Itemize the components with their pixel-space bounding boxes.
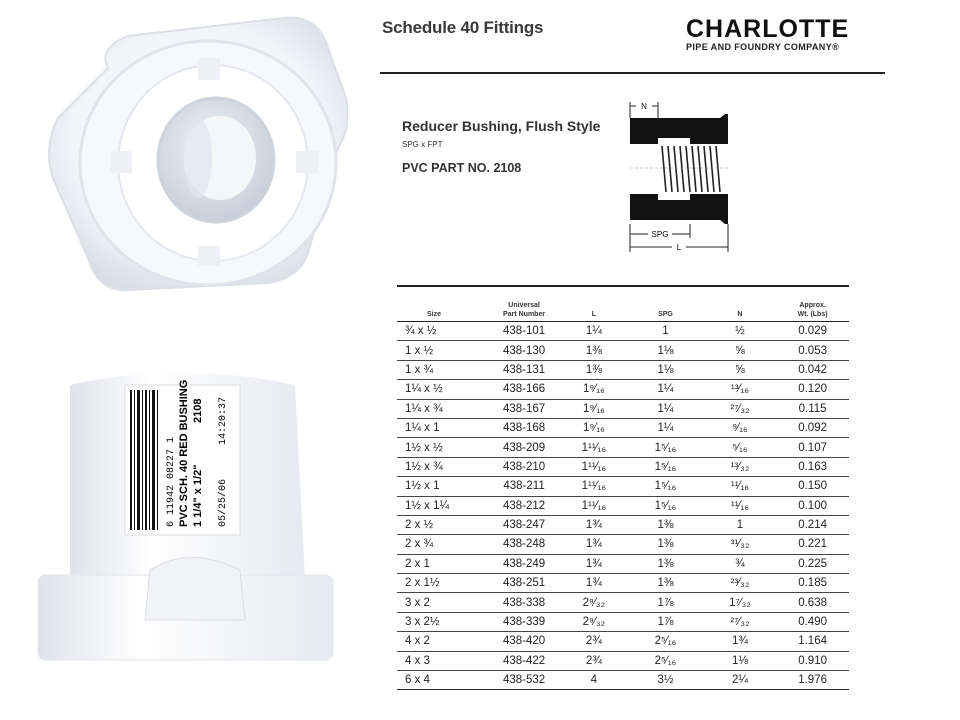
- cell-n: ⅝: [704, 341, 777, 360]
- table-row: [397, 322, 849, 341]
- cell-l: 2⁹⁄₃₂: [560, 612, 627, 631]
- barcode-number-text: 6 11942 08227 1: [166, 436, 177, 527]
- cell-spg: 1⁵⁄₁₆: [627, 438, 703, 457]
- cell-l: 1¹¹⁄₁₆: [560, 438, 627, 457]
- cell-n: 1: [704, 515, 777, 534]
- cell-n: 1¾: [704, 632, 777, 651]
- cell-size: 2 x 1½: [397, 574, 488, 593]
- cell-weight: 0.115: [776, 399, 849, 418]
- cell-spg: 2⁵⁄₁₆: [627, 651, 703, 670]
- cell-l: 1¾: [560, 515, 627, 534]
- cell-part-number: 438-339: [488, 612, 561, 631]
- cell-weight: 1.976: [776, 671, 849, 690]
- cell-weight: 1.164: [776, 632, 849, 651]
- label-size-text: 1 1/4" x 1/2": [192, 464, 204, 527]
- table-row: [397, 341, 849, 360]
- cell-spg: 1⅛: [627, 341, 703, 360]
- cell-weight: 0.053: [776, 341, 849, 360]
- cell-size: 3 x 2: [397, 593, 488, 612]
- cell-weight: 0.029: [776, 322, 849, 341]
- cell-weight: 0.221: [776, 535, 849, 554]
- cell-size: 1½ x 1¼: [397, 496, 488, 515]
- cell-spg: 1⅜: [627, 554, 703, 573]
- table-row: [397, 515, 849, 534]
- table-row: [397, 535, 849, 554]
- label-part-text: 2108: [192, 398, 204, 423]
- table-row: [397, 477, 849, 496]
- cell-size: 4 x 2: [397, 632, 488, 651]
- cell-size: 2 x 1: [397, 554, 488, 573]
- brand-subtitle: PIPE AND FOUNDRY COMPANY®: [686, 42, 840, 52]
- header-l: L: [560, 288, 627, 322]
- header-weight: Approx. Wt. (Lbs): [776, 288, 849, 322]
- cell-spg: 1¼: [627, 399, 703, 418]
- product-name: Reducer Bushing, Flush Style: [402, 118, 601, 134]
- cell-spg: 1⁵⁄₁₆: [627, 496, 703, 515]
- table-row: [397, 418, 849, 437]
- table-row: [397, 632, 849, 651]
- header-part-number: Universal Part Number: [488, 288, 561, 322]
- label-time-text: 14:20:37: [218, 396, 229, 445]
- cell-part-number: 438-422: [488, 651, 561, 670]
- product-part-number: PVC PART NO. 2108: [402, 161, 522, 175]
- cell-n: 1⅛: [704, 651, 777, 670]
- cell-size: 1½ x ¾: [397, 457, 488, 476]
- cell-l: 4: [560, 671, 627, 690]
- cell-n: ½: [704, 322, 777, 341]
- cell-part-number: 438-211: [488, 477, 561, 496]
- cell-size: 4 x 3: [397, 651, 488, 670]
- bushing-side-photo: [30, 365, 340, 710]
- cell-l: 1¹¹⁄₁₆: [560, 457, 627, 476]
- cell-l: 1¹¹⁄₁₆: [560, 477, 627, 496]
- product-connection: SPG x FPT: [402, 140, 443, 149]
- cell-part-number: 438-168: [488, 418, 561, 437]
- cell-spg: 1¼: [627, 418, 703, 437]
- diagram-label-spg: SPG: [651, 230, 669, 239]
- catalog-title: Schedule 40 Fittings: [382, 18, 544, 37]
- cell-spg: 1⅜: [627, 574, 703, 593]
- cell-l: 2¾: [560, 651, 627, 670]
- bushing-face-photo: [38, 8, 348, 293]
- cell-n: ¹³⁄₁₆: [704, 380, 777, 399]
- cell-l: 1¾: [560, 535, 627, 554]
- cell-weight: 0.638: [776, 593, 849, 612]
- brand-logo: [686, 16, 886, 52]
- cell-size: 1¼ x 1: [397, 418, 488, 437]
- table-row: [397, 360, 849, 379]
- cell-size: 2 x ½: [397, 515, 488, 534]
- cell-l: 1¼: [560, 322, 627, 341]
- header-spg: SPG: [627, 288, 703, 322]
- cell-n: ⁵⁄₁₆: [704, 438, 777, 457]
- cell-spg: 2⁵⁄₁₆: [627, 632, 703, 651]
- cell-spg: 1⅜: [627, 535, 703, 554]
- bushing-cross-section-diagram: [620, 96, 740, 256]
- cell-n: ¹¹⁄₁₆: [704, 477, 777, 496]
- cell-part-number: 438-166: [488, 380, 561, 399]
- cell-spg: 1⅞: [627, 612, 703, 631]
- header-n: N: [704, 288, 777, 322]
- cell-spg: 1⅞: [627, 593, 703, 612]
- table-row: [397, 380, 849, 399]
- cell-spg: 3½: [627, 671, 703, 690]
- cell-spg: 1¼: [627, 380, 703, 399]
- cell-part-number: 438-131: [488, 360, 561, 379]
- cell-l: 2⁹⁄₃₂: [560, 593, 627, 612]
- table-row: [397, 671, 849, 690]
- cell-n: ¹¹⁄₁₆: [704, 496, 777, 515]
- cell-weight: 0.225: [776, 554, 849, 573]
- cell-l: 1¾: [560, 554, 627, 573]
- cell-weight: 0.120: [776, 380, 849, 399]
- cell-part-number: 438-532: [488, 671, 561, 690]
- cell-size: 6 x 4: [397, 671, 488, 690]
- table-row: [397, 457, 849, 476]
- cell-weight: 0.107: [776, 438, 849, 457]
- table-row: [397, 438, 849, 457]
- cell-size: 1½ x ½: [397, 438, 488, 457]
- diagram-label-n: N: [641, 102, 647, 111]
- cell-part-number: 438-130: [488, 341, 561, 360]
- cell-size: 1¼ x ½: [397, 380, 488, 399]
- cell-part-number: 438-167: [488, 399, 561, 418]
- cell-part-number: 438-248: [488, 535, 561, 554]
- cell-n: ³¹⁄₃₂: [704, 535, 777, 554]
- header-divider: [380, 72, 885, 74]
- cell-size: 1 x ¾: [397, 360, 488, 379]
- cell-weight: 0.490: [776, 612, 849, 631]
- cell-part-number: 438-338: [488, 593, 561, 612]
- header-size: Size: [397, 288, 488, 322]
- table-row: [397, 554, 849, 573]
- cell-part-number: 438-249: [488, 554, 561, 573]
- cell-weight: 0.185: [776, 574, 849, 593]
- table-row: [397, 399, 849, 418]
- table-row: [397, 612, 849, 631]
- table-row: [397, 574, 849, 593]
- cell-l: 1¹¹⁄₁₆: [560, 496, 627, 515]
- cell-l: 1⅜: [560, 341, 627, 360]
- cell-n: ⁹⁄₁₆: [704, 418, 777, 437]
- cell-n: ⅝: [704, 360, 777, 379]
- cell-n: ²⁷⁄₃₂: [704, 612, 777, 631]
- cell-weight: 0.092: [776, 418, 849, 437]
- cell-size: 3 x 2½: [397, 612, 488, 631]
- cell-weight: 0.042: [776, 360, 849, 379]
- cell-spg: 1⅛: [627, 360, 703, 379]
- cell-spg: 1⁵⁄₁₆: [627, 457, 703, 476]
- cell-weight: 0.214: [776, 515, 849, 534]
- cell-weight: 0.163: [776, 457, 849, 476]
- cell-l: 1⁹⁄₁₆: [560, 380, 627, 399]
- table-row: [397, 496, 849, 515]
- cell-weight: 0.910: [776, 651, 849, 670]
- dimensions-table: [397, 288, 849, 690]
- cell-spg: 1⅜: [627, 515, 703, 534]
- label-desc-text: PVC SCH. 40 RED BUSHING: [178, 379, 190, 527]
- cell-size: 2 x ¾: [397, 535, 488, 554]
- cell-n: ²⁷⁄₃₂: [704, 399, 777, 418]
- cell-part-number: 438-209: [488, 438, 561, 457]
- cell-n: ¾: [704, 554, 777, 573]
- cell-part-number: 438-101: [488, 322, 561, 341]
- cell-size: 1¼ x ¾: [397, 399, 488, 418]
- cell-part-number: 438-247: [488, 515, 561, 534]
- cell-n: 2¼: [704, 671, 777, 690]
- cell-n: ¹³⁄₃₂: [704, 457, 777, 476]
- cell-size: 1 x ½: [397, 341, 488, 360]
- table-header-row: [397, 288, 849, 322]
- table-top-rule: [397, 285, 849, 287]
- cell-n: 1⁷⁄₃₂: [704, 593, 777, 612]
- cell-part-number: 438-212: [488, 496, 561, 515]
- cell-part-number: 438-420: [488, 632, 561, 651]
- cell-l: 1⁹⁄₁₆: [560, 418, 627, 437]
- brand-name: CHARLOTTE: [686, 15, 850, 43]
- cell-l: 1⁹⁄₁₆: [560, 399, 627, 418]
- cell-part-number: 438-210: [488, 457, 561, 476]
- cell-l: 1⅜: [560, 360, 627, 379]
- cell-spg: 1: [627, 322, 703, 341]
- table-row: [397, 651, 849, 670]
- label-date-text: 05/25/06: [218, 478, 229, 527]
- cell-weight: 0.150: [776, 477, 849, 496]
- cell-spg: 1⁵⁄₁₆: [627, 477, 703, 496]
- cell-size: ¾ x ½: [397, 322, 488, 341]
- cell-l: 2¾: [560, 632, 627, 651]
- diagram-label-l: L: [676, 243, 682, 252]
- cell-size: 1½ x 1: [397, 477, 488, 496]
- cell-part-number: 438-251: [488, 574, 561, 593]
- table-row: [397, 593, 849, 612]
- cell-n: ²³⁄₃₂: [704, 574, 777, 593]
- cell-weight: 0.100: [776, 496, 849, 515]
- cell-l: 1¾: [560, 574, 627, 593]
